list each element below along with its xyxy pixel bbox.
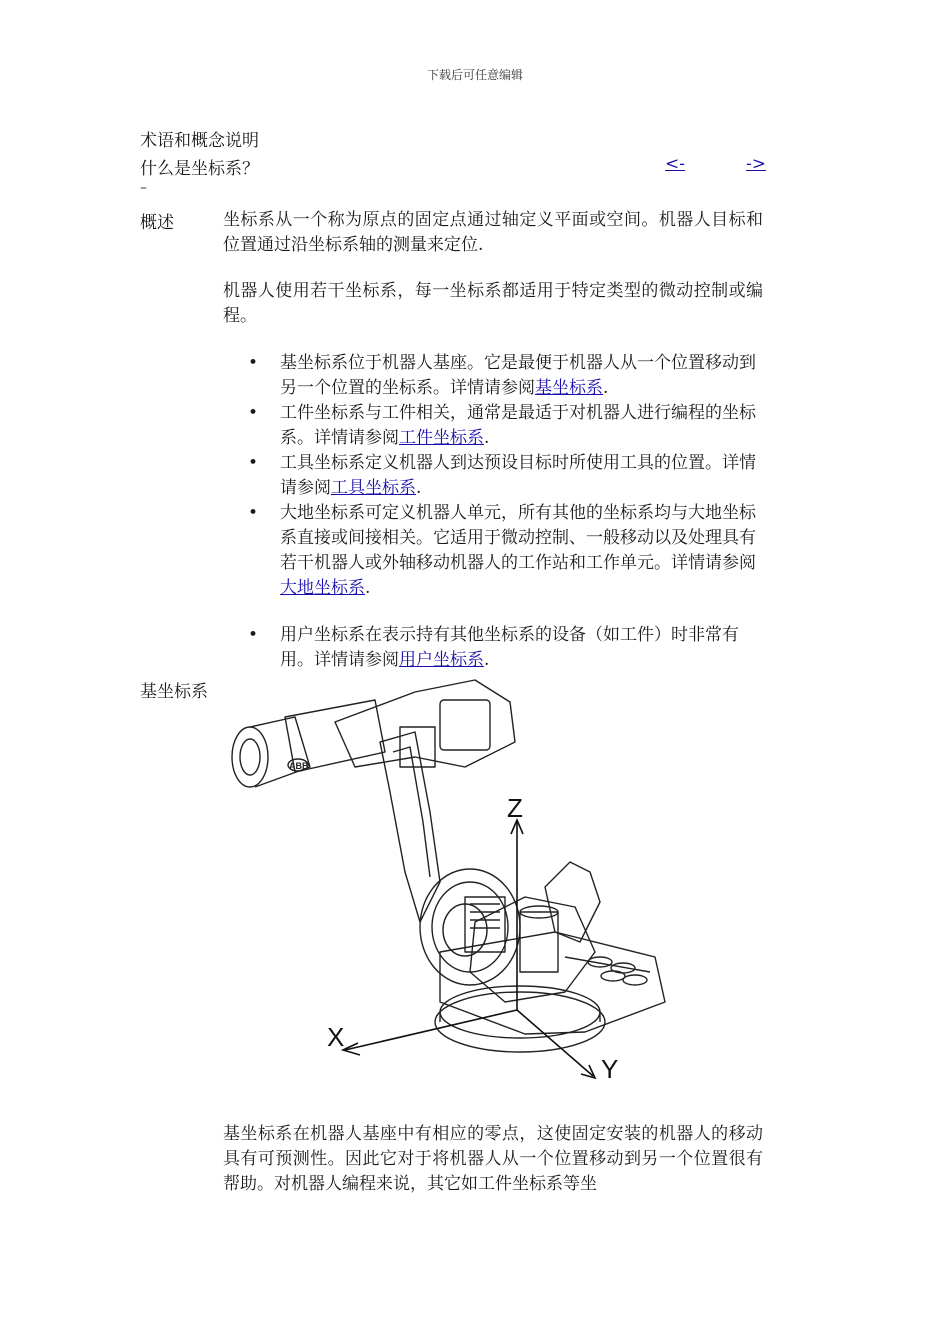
bullet-icon: •	[248, 503, 259, 523]
list-item	[248, 351, 763, 401]
list-item-text: 工件坐标系与工件相关，通常是最适于对机器人进行编程的坐标系。详情请参阅	[280, 403, 756, 448]
bullet-icon: •	[248, 403, 259, 423]
y-axis-label: Y	[601, 1054, 619, 1084]
tool-frame-link[interactable]: 工具坐标系	[331, 478, 416, 498]
list-item	[248, 401, 763, 451]
coordinate-system-list	[248, 351, 763, 673]
base-frame-link[interactable]: 基坐标系	[535, 378, 603, 398]
next-page-link[interactable]: ->	[746, 154, 766, 174]
list-item	[248, 501, 763, 601]
dash-mark: –	[140, 180, 147, 196]
section-title: 术语和概念说明	[140, 131, 259, 151]
list-item-end: .	[365, 578, 371, 598]
prev-page-link[interactable]: <-	[665, 154, 685, 174]
robot-base-frame-figure	[225, 672, 685, 1096]
base-frame-label: 基坐标系	[140, 682, 208, 702]
list-item-text: 大地坐标系可定义机器人单元，所有其他的坐标系均与大地坐标系直接或间接相关。它适用于微动控制、一般移动以及处理具有若干机器人或外轴移动机器人的工作站和工作单元。详情请参阅	[280, 503, 756, 573]
world-frame-link[interactable]: 大地坐标系	[280, 578, 365, 598]
x-axis-label: X	[327, 1022, 345, 1052]
x-axis-line	[345, 1010, 517, 1050]
z-axis-label: Z	[507, 793, 523, 823]
overview-paragraph-1: 坐标系从一个称为原点的固定点通过轴定义平面或空间。机器人目标和位置通过沿坐标系轴的测量来定位.	[223, 210, 763, 255]
bullet-icon: •	[248, 453, 259, 473]
turntable	[435, 992, 605, 1052]
upper-arm	[335, 680, 515, 767]
header-note: 下载后可任意编辑	[426, 68, 523, 82]
list-item-end: .	[484, 428, 490, 448]
workobject-frame-link[interactable]: 工件坐标系	[399, 428, 484, 448]
wrist	[232, 727, 268, 787]
abb-logo: ABB	[289, 761, 309, 771]
list-item	[248, 451, 763, 501]
robot-illustration	[225, 672, 685, 1092]
list-item-end: .	[416, 478, 422, 498]
list-item-text: 基坐标系位于机器人基座。它是最便于机器人从一个位置移动到另一个位置的坐标系。详情请参阅	[280, 353, 756, 398]
list-item-text: 工具坐标系定义机器人到达预设目标时所使用工具的位置。详情请参阅	[280, 453, 756, 498]
list-item	[248, 623, 763, 673]
page-title: 什么是坐标系？	[140, 159, 259, 179]
base-plate	[440, 932, 665, 1034]
list-item-text: 用户坐标系在表示持有其他坐标系的设备（如工件）时非常有用。详情请参阅	[280, 625, 739, 670]
user-frame-link[interactable]: 用户坐标系	[399, 650, 484, 670]
bullet-icon: •	[248, 625, 259, 645]
base-frame-paragraph: 基坐标系在机器人基座中有相应的零点，这使固定安装的机器人的移动具有可预测性。因此它对于将机器人从一个位置移动到另一个位置很有帮助。对机器人编程来说，其它如工件坐标系等坐	[223, 1124, 763, 1194]
coordinate-axes	[343, 820, 595, 1078]
overview-label: 概述	[140, 213, 174, 233]
list-item-end: .	[484, 650, 490, 670]
bullet-icon: •	[248, 353, 259, 373]
overview-paragraph-2: 机器人使用若干坐标系，每一坐标系都适用于特定类型的微动控制或编程。	[223, 281, 763, 326]
list-item-end: .	[603, 378, 609, 398]
